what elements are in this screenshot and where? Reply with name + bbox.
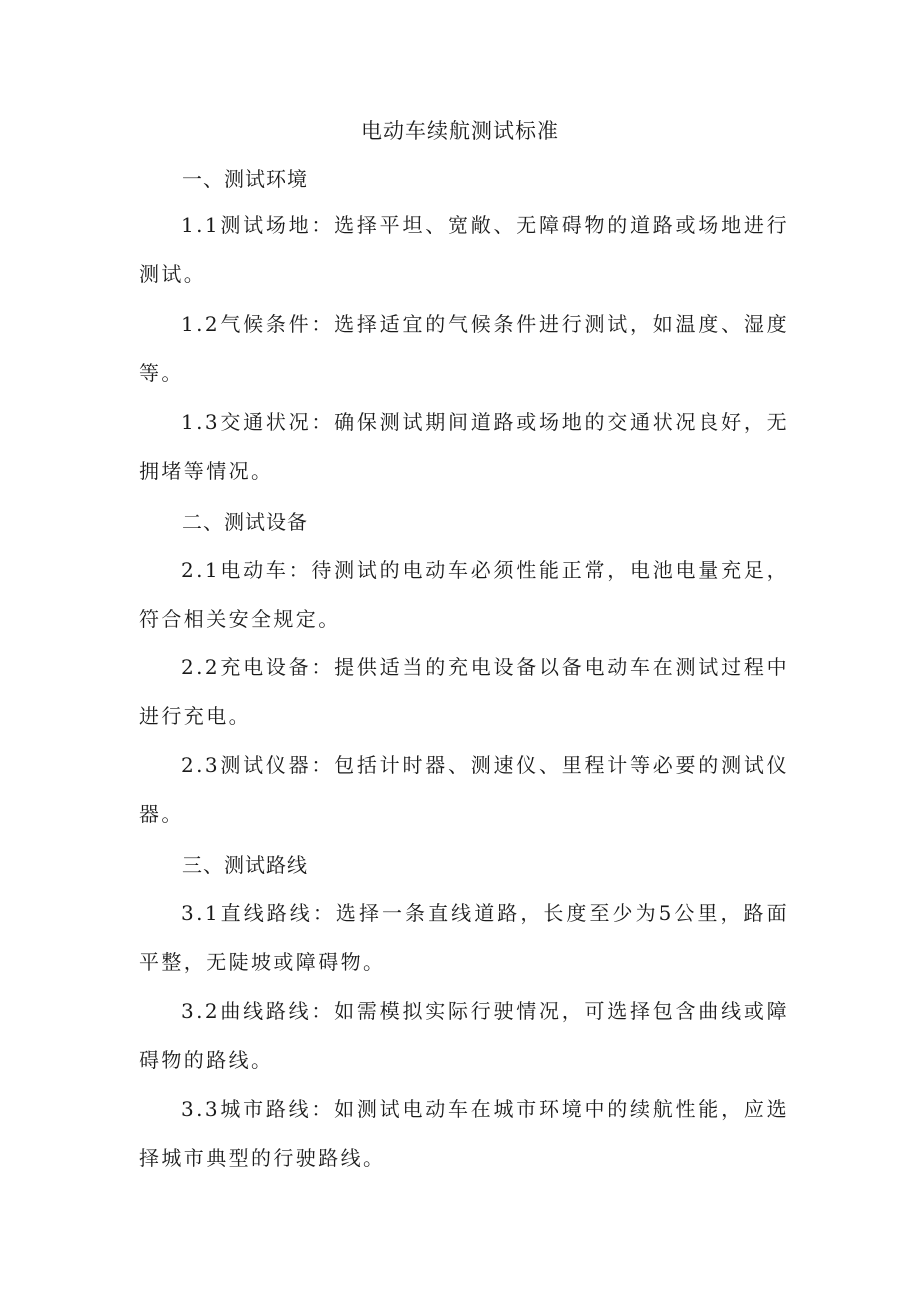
paragraph-1-2: 1.2气候条件：选择适宜的气候条件进行测试，如温度、湿度等。 [139,312,789,385]
paragraph-1-3: 1.3交通状况：确保测试期间道路或场地的交通状况良好，无拥堵等情况。 [139,410,789,483]
section-heading-route: 三、测试路线 [182,853,308,877]
paragraph-3-3: 3.3城市路线：如测试电动车在城市环境中的续航性能，应选择城市典型的行驶路线。 [139,1097,789,1170]
paragraph-2-3: 2.3测试仪器：包括计时器、测速仪、里程计等必要的测试仪器。 [139,753,789,826]
paragraph-3-2: 3.2曲线路线：如需模拟实际行驶情况，可选择包含曲线或障碍物的路线。 [139,999,789,1072]
paragraph-2-1: 2.1电动车：待测试的电动车必须性能正常，电池电量充足，符合相关安全规定。 [139,558,789,631]
paragraph-2-2: 2.2充电设备：提供适当的充电设备以备电动车在测试过程中进行充电。 [139,655,789,728]
section-heading-equipment: 二、测试设备 [182,510,308,534]
paragraph-1-1: 1.1测试场地：选择平坦、宽敞、无障碍物的道路或场地进行测试。 [139,213,789,286]
document-title: 电动车续航测试标准 [361,119,559,143]
section-heading-environment: 一、测试环境 [182,167,308,191]
paragraph-3-1: 3.1直线路线：选择一条直线道路，长度至少为5公里，路面平整，无陡坡或障碍物。 [139,901,789,974]
